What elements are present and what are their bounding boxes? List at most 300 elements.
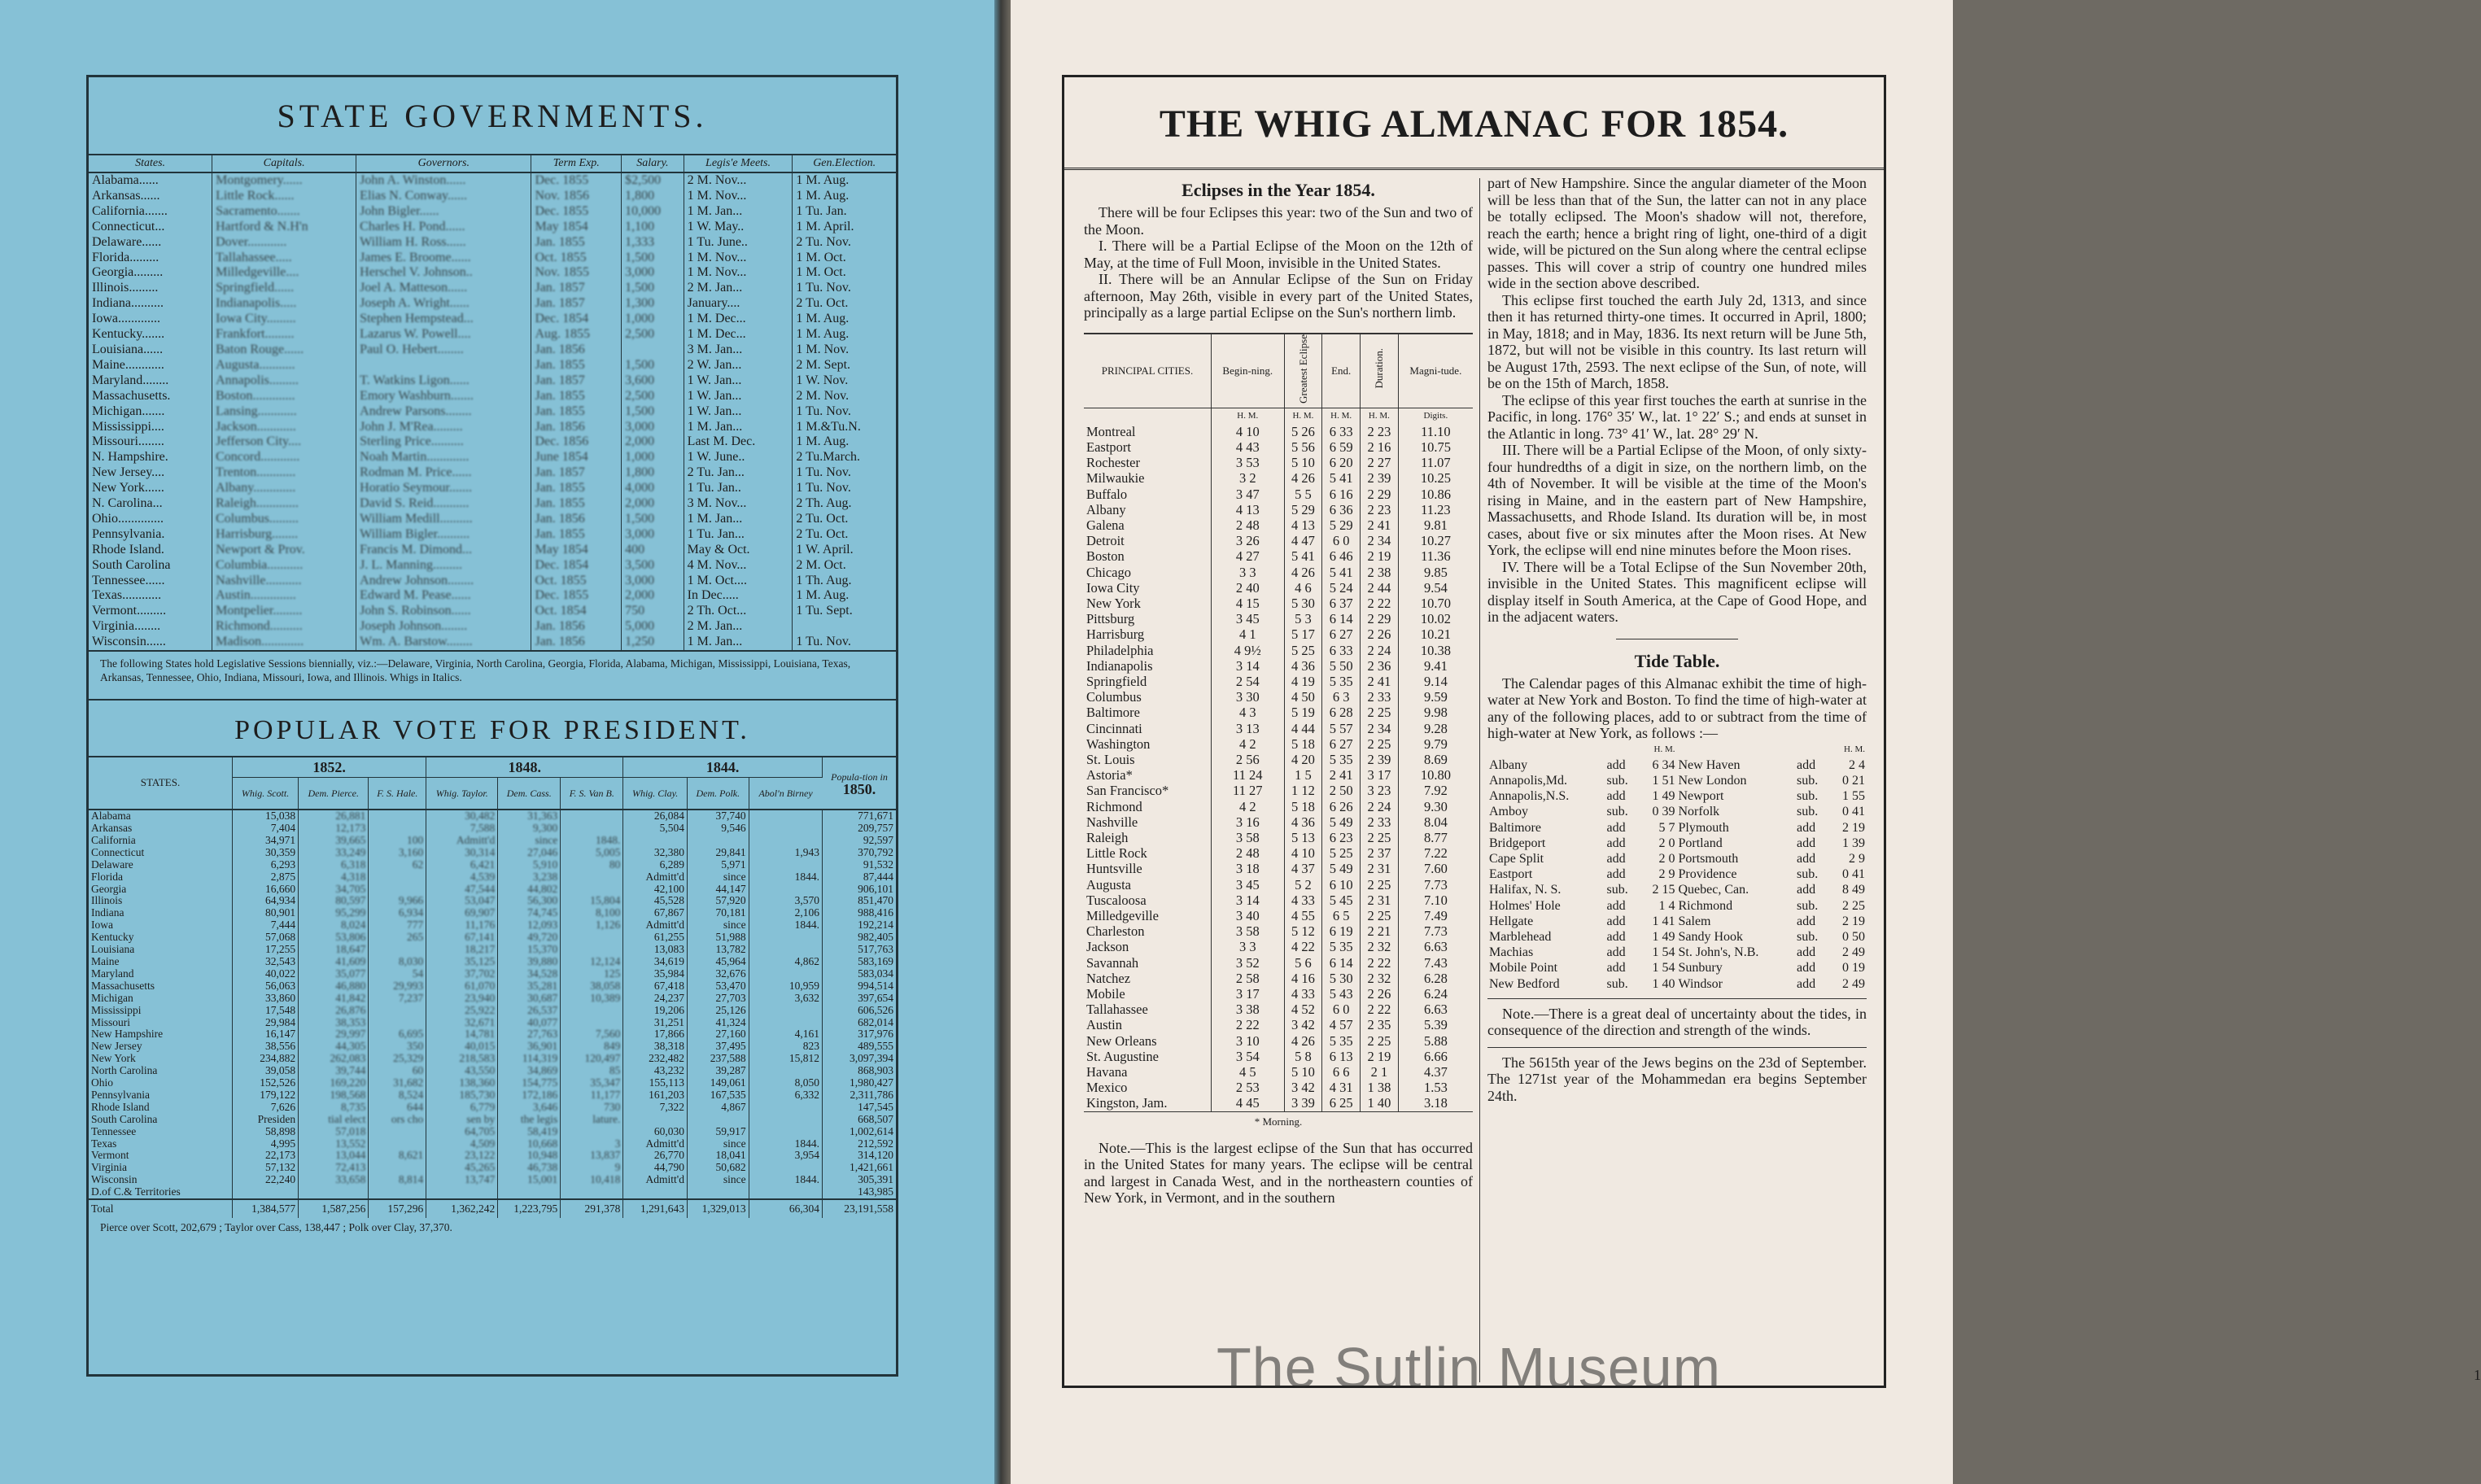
- state-cell: Jan. 1857: [531, 296, 622, 312]
- vote-cell: sen by: [426, 1114, 498, 1126]
- vote-cell: 26,876: [299, 1005, 369, 1017]
- city-cell: 6 3: [1322, 689, 1361, 705]
- vote-cell: 682,014: [858, 1015, 893, 1028]
- city-cell: Charleston: [1084, 923, 1212, 939]
- city-cell: 6 5: [1322, 908, 1361, 923]
- state-row: [89, 558, 896, 574]
- state-row: [89, 512, 896, 527]
- vote-cell: 53,047: [426, 895, 498, 907]
- morning-note: * Morning.: [1084, 1111, 1473, 1140]
- city-cell: 6 27: [1322, 626, 1361, 642]
- city-cell: Tallahassee: [1084, 1002, 1212, 1017]
- state-cell: 4,000: [622, 481, 684, 496]
- state-cell: 2,000: [622, 588, 684, 604]
- vote-cell: Indiana: [89, 907, 233, 919]
- tide-cell: Sunbury: [1678, 961, 1723, 976]
- state-cell: Harrisburg........: [212, 527, 356, 543]
- city-cell: 4 57: [1322, 1017, 1361, 1032]
- vote-cell: 6,934: [369, 907, 426, 919]
- vote-cell: 19,206: [623, 1005, 688, 1017]
- vote-cell: 5,005: [561, 847, 623, 859]
- state-cell: Georgia.........: [89, 265, 212, 281]
- vote-cell: 69,907: [426, 907, 498, 919]
- city-cell: 7.73: [1423, 876, 1448, 893]
- vote-cell: 906,101: [858, 882, 893, 895]
- state-cell: Wisconsin......: [89, 635, 212, 650]
- tide-row: [1487, 757, 1867, 773]
- total-cell: 1,223,795: [498, 1199, 561, 1218]
- city-row: [1084, 939, 1473, 954]
- state-row: [89, 527, 896, 543]
- vote-cell: 41,324: [687, 1017, 749, 1029]
- city-cell: 9.30: [1423, 798, 1448, 814]
- state-cell: Last M. Dec.: [684, 434, 793, 450]
- state-row: [89, 265, 896, 281]
- state-cell: Aug. 1855: [531, 327, 622, 343]
- vote-cell: 23,122: [426, 1150, 498, 1162]
- city-row: [1084, 643, 1473, 658]
- city-cell: 8.77: [1423, 830, 1448, 846]
- popular-vote-year-row: [89, 757, 896, 778]
- city-cell: 5 56: [1284, 439, 1322, 455]
- candidate-header: F. S. Hale.: [369, 778, 426, 810]
- state-cell: New York......: [89, 481, 212, 496]
- city-cell: 5 17: [1284, 626, 1322, 642]
- state-cell: Boston.............: [212, 389, 356, 404]
- city-cell: 9.14: [1423, 673, 1448, 689]
- city-cell: St. Augustine: [1084, 1049, 1212, 1064]
- state-cell: John J. M'Rea.........: [356, 420, 531, 435]
- city-cell: 4 44: [1284, 721, 1322, 736]
- vote-cell: lature.: [561, 1114, 623, 1126]
- city-cell: 2 48: [1212, 517, 1285, 533]
- state-cell: Jan. 1856: [531, 635, 622, 650]
- state-cell: 1,000: [622, 312, 684, 327]
- vote-cell: 232,482: [623, 1053, 688, 1065]
- vote-row: [89, 1138, 896, 1150]
- state-cell: 2 M. Nov...: [684, 172, 793, 189]
- tide-cell: Plymouth: [1678, 820, 1729, 835]
- city-cell: 3 26: [1212, 533, 1285, 548]
- vote-cell: [561, 1005, 623, 1017]
- vote-cell: 4,539: [426, 871, 498, 884]
- vote-cell: [561, 1126, 623, 1138]
- vote-cell: 35,347: [561, 1077, 623, 1089]
- cities-header: PRINCIPAL CITIES.: [1084, 334, 1212, 408]
- vote-cell: since: [687, 871, 749, 884]
- city-cell: 3 14: [1212, 658, 1285, 674]
- state-cell: Maine............: [89, 358, 212, 373]
- vote-cell: [749, 1065, 822, 1077]
- candidate-header: Dem. Pierce.: [299, 778, 369, 810]
- state-cell: California.......: [89, 204, 212, 220]
- city-cell: 2 39: [1361, 470, 1399, 486]
- vote-cell: 10,418: [561, 1174, 623, 1186]
- tide-cell: add: [1796, 914, 1816, 928]
- city-cell: 6 10: [1322, 877, 1361, 893]
- vote-cell: 6,779: [426, 1102, 498, 1114]
- vote-cell: 114,319: [498, 1053, 561, 1065]
- vote-cell: 38,556: [233, 1041, 299, 1053]
- state-cell: Iowa City.........: [212, 312, 356, 327]
- tide-row: [1487, 804, 1867, 819]
- eclipse-cities-table: [1084, 333, 1473, 1111]
- vote-cell: 74,745: [498, 907, 561, 919]
- city-cell: Eastport: [1084, 439, 1212, 455]
- vote-cell: 994,514: [858, 979, 893, 992]
- city-row: [1084, 658, 1473, 674]
- vote-cell: [749, 932, 822, 944]
- city-cell: 4 33: [1284, 893, 1322, 908]
- unit-cell: H. M.: [1284, 408, 1322, 424]
- vote-cell: Admitt'd: [623, 1138, 688, 1150]
- state-cell: Elias N. Conway......: [356, 189, 531, 204]
- vote-cell: 59,917: [687, 1126, 749, 1138]
- vote-cell: 730: [561, 1102, 623, 1114]
- vote-row: [89, 1053, 896, 1065]
- state-cell: Dec. 1854: [531, 558, 622, 574]
- vote-cell: 44,790: [623, 1162, 688, 1174]
- vote-cell: 16,660: [233, 884, 299, 896]
- vote-cell: 262,083: [299, 1053, 369, 1065]
- eclipse-history: This eclipse first touched the earth July 2d, 1313, and since then it has returned thirty-one times. It occurred in April, 1800; in May, 1818; and in May, 1836. Its next return will be June 5th, 1872, but will not be visible in this country. Its last return will be August 17th, 2593. The next eclipse of the Sun, of note, will be on the 15th of March, 1858.: [1487, 291, 1867, 391]
- state-cell: 2,500: [622, 389, 684, 404]
- vote-row: [89, 1065, 896, 1077]
- city-cell: 7.43: [1423, 954, 1448, 971]
- city-cell: 10.21: [1420, 626, 1451, 643]
- vote-cell: 4,995: [233, 1138, 299, 1150]
- city-cell: Columbus: [1084, 689, 1212, 705]
- city-cell: 1 38: [1361, 1080, 1399, 1095]
- city-cell: 2 32: [1361, 939, 1399, 954]
- state-cell: Illinois.........: [89, 281, 212, 296]
- state-cell: Tennessee......: [89, 574, 212, 589]
- city-cell: 6 20: [1322, 455, 1361, 470]
- tide-cell: Marblehead: [1489, 929, 1552, 944]
- sg-column-header: Gen.Election.: [793, 155, 896, 172]
- vote-cell: 305,391: [858, 1173, 893, 1186]
- city-cell: 11.07: [1421, 455, 1451, 471]
- city-cell: 6 33: [1322, 424, 1361, 439]
- state-cell: 1 M. Nov...: [684, 265, 793, 281]
- tide-cell: 2 9: [1849, 851, 1865, 866]
- city-cell: 5 18: [1284, 736, 1322, 752]
- city-cell: 7.49: [1423, 908, 1448, 924]
- vote-cell: 489,555: [858, 1040, 893, 1053]
- city-row: [1084, 596, 1473, 611]
- vote-cell: Presiden: [233, 1114, 299, 1126]
- city-cell: 9.98: [1423, 705, 1448, 721]
- city-cell: 6.24: [1423, 986, 1448, 1002]
- tide-cell: add: [1796, 836, 1816, 850]
- sg-column-header: Governors.: [356, 155, 531, 172]
- vote-cell: 58,419: [498, 1126, 561, 1138]
- city-cell: 5 35: [1322, 1033, 1361, 1049]
- city-row: [1084, 986, 1473, 1002]
- vote-cell: 64,705: [426, 1126, 498, 1138]
- city-cell: 2 22: [1361, 955, 1399, 971]
- vote-cell: Tennessee: [89, 1126, 233, 1138]
- city-cell: Albany: [1084, 502, 1212, 517]
- city-cell: 6 13: [1322, 1049, 1361, 1064]
- city-cell: 2 29: [1361, 611, 1399, 626]
- state-governments-header-row: [89, 155, 896, 172]
- vote-cell: [561, 932, 623, 944]
- tide-cell: 1 49: [1652, 789, 1675, 804]
- vote-cell: Maryland: [89, 968, 233, 980]
- city-cell: 3 18: [1212, 861, 1285, 876]
- tide-row: [1487, 773, 1867, 788]
- state-cell: 5,000: [622, 619, 684, 635]
- vote-cell: 58,898: [233, 1126, 299, 1138]
- tide-cell: add: [1606, 757, 1626, 772]
- city-cell: 2 32: [1361, 971, 1399, 986]
- vote-cell: 67,418: [623, 980, 688, 993]
- city-cell: 11 24: [1212, 767, 1285, 783]
- vote-cell: South Carolina: [89, 1114, 233, 1126]
- vote-cell: [369, 1162, 426, 1174]
- vote-cell: 6,332: [749, 1089, 822, 1102]
- vote-cell: Florida: [89, 871, 233, 884]
- state-cell: January....: [684, 296, 793, 312]
- vote-cell: 350: [369, 1041, 426, 1053]
- city-cell: Rochester: [1084, 455, 1212, 470]
- tide-cell: 2 15: [1652, 883, 1675, 897]
- city-cell: 1 40: [1361, 1095, 1399, 1111]
- city-cell: Mobile: [1084, 986, 1212, 1002]
- vote-cell: 3,160: [369, 847, 426, 859]
- eclipse-continued: part of New Hampshire. Since the angular diameter of the Moon will be less than that of the Sun, the latter can not in any place be totally eclipsed. The Moon's shadow will not, therefore, reach the earth; hence a bright ring of light, one-third of a digit wide, will be pictured on the Sun along where the central eclipse passes. This will cover a strip of country one hundred miles wide in the section above described.: [1487, 175, 1867, 291]
- city-row: [1084, 517, 1473, 533]
- tide-cell: Halifax, N. S.: [1489, 883, 1562, 897]
- vote-cell: 40,022: [233, 968, 299, 980]
- city-row: [1084, 814, 1473, 830]
- vote-cell: 154,775: [498, 1077, 561, 1089]
- city-cell: 9.28: [1423, 720, 1448, 736]
- vote-cell: 23,940: [426, 993, 498, 1005]
- state-cell: 400: [622, 543, 684, 558]
- tide-cell: add: [1606, 867, 1626, 882]
- city-cell: 5 50: [1322, 658, 1361, 674]
- state-row: [89, 327, 896, 343]
- city-cell: 2 26: [1361, 626, 1399, 642]
- vote-row: [89, 895, 896, 907]
- vote-cell: 43,550: [426, 1065, 498, 1077]
- state-cell: 2 W. Jan...: [684, 358, 793, 373]
- vote-cell: Vermont: [89, 1150, 233, 1162]
- city-cell: 4 36: [1284, 658, 1322, 674]
- city-cell: Boston: [1084, 548, 1212, 564]
- city-cell: Galena: [1084, 517, 1212, 533]
- state-cell: Jan. 1855: [531, 496, 622, 512]
- vote-cell: 125: [561, 968, 623, 980]
- vote-cell: 3,570: [749, 895, 822, 907]
- state-cell: Jefferson City....: [212, 434, 356, 450]
- tide-cell: 1 55: [1842, 789, 1865, 804]
- candidate-header: Whig. Taylor.: [426, 778, 498, 810]
- city-row: [1084, 674, 1473, 689]
- vote-cell: 31,251: [623, 1017, 688, 1029]
- vote-cell: 35,077: [299, 968, 369, 980]
- state-cell: Jackson............: [212, 420, 356, 435]
- state-cell: 2 Tu. Oct.: [796, 526, 849, 541]
- tide-cell: 1 40: [1652, 976, 1675, 991]
- vote-row: [89, 1162, 896, 1174]
- vote-cell: [749, 1162, 822, 1174]
- eclipses-heading: Eclipses in the Year 1854.: [1182, 180, 1375, 200]
- vote-cell: Connecticut: [89, 847, 233, 859]
- vote-row: [89, 956, 896, 968]
- city-cell: 4 47: [1284, 533, 1322, 548]
- tide-cell: 1 39: [1842, 836, 1865, 850]
- vote-cell: the legis: [498, 1114, 561, 1126]
- city-cell: 5 3: [1284, 611, 1322, 626]
- state-cell: John Bigler......: [356, 204, 531, 220]
- vote-cell: 15,812: [749, 1053, 822, 1065]
- vote-cell: 9,966: [369, 895, 426, 907]
- tide-cell: Providence: [1678, 867, 1737, 882]
- city-cell: 11 27: [1212, 783, 1285, 798]
- city-cell: 5 25: [1284, 643, 1322, 658]
- state-cell: 1 M. Aug.: [796, 188, 850, 203]
- state-cell: Joseph A. Wright......: [356, 296, 531, 312]
- city-cell: 2 41: [1361, 674, 1399, 689]
- vote-cell: Rhode Island: [89, 1102, 233, 1114]
- state-cell: Trenton............: [212, 465, 356, 481]
- tide-cell: sub.: [1606, 805, 1628, 819]
- tide-row: [1487, 898, 1867, 914]
- vote-cell: [369, 944, 426, 956]
- vote-cell: 29,984: [233, 1017, 299, 1029]
- city-cell: 4 52: [1284, 1002, 1322, 1017]
- city-cell: 2 36: [1361, 658, 1399, 674]
- total-cell: 23,191,558: [823, 1199, 897, 1218]
- city-cell: 5 35: [1322, 752, 1361, 767]
- state-cell: Columbia...........: [212, 558, 356, 574]
- state-cell: 3,000: [622, 527, 684, 543]
- tide-cell: 0 39: [1652, 805, 1675, 819]
- state-cell: [793, 619, 896, 635]
- city-row: [1084, 908, 1473, 923]
- city-cell: Richmond: [1084, 799, 1212, 814]
- city-row: [1084, 439, 1473, 455]
- state-row: [89, 420, 896, 435]
- city-cell: 6.63: [1423, 939, 1448, 955]
- city-cell: 4 5: [1212, 1064, 1285, 1080]
- vote-cell: 47,544: [426, 884, 498, 896]
- city-row: [1084, 736, 1473, 752]
- state-cell: 3 M. Nov...: [684, 496, 793, 512]
- city-cell: 4 27: [1212, 548, 1285, 564]
- vote-row: [89, 1114, 896, 1126]
- vote-cell: 777: [369, 919, 426, 932]
- state-cell: Little Rock......: [212, 189, 356, 204]
- city-cell: Detroit: [1084, 533, 1212, 548]
- vote-row: [89, 1028, 896, 1041]
- city-cell: 1.53: [1423, 1080, 1448, 1096]
- tide-heading: Tide Table.: [1634, 650, 1720, 671]
- state-cell: 1 M. Jan...: [684, 635, 793, 650]
- city-cell: 5 6: [1284, 955, 1322, 971]
- state-cell: New Jersey....: [89, 465, 212, 481]
- city-cell: Huntsville: [1084, 861, 1212, 876]
- vote-row: [89, 847, 896, 859]
- unit-cell: H. M.: [1212, 408, 1285, 424]
- city-cell: St. Louis: [1084, 752, 1212, 767]
- state-cell: Horatio Seymour.......: [356, 481, 531, 496]
- vote-cell: 4,862: [749, 956, 822, 968]
- city-cell: 3 16: [1212, 814, 1285, 830]
- state-cell: Stephen Hempstead...: [356, 312, 531, 327]
- vote-cell: Delaware: [89, 859, 233, 871]
- vote-cell: 38,353: [299, 1017, 369, 1029]
- state-cell: Joel A. Matteson......: [356, 281, 531, 296]
- vote-cell: 5,910: [498, 859, 561, 871]
- city-row: [1084, 705, 1473, 720]
- city-cell: 3 23: [1361, 783, 1399, 798]
- state-cell: 4 M. Nov...: [684, 558, 793, 574]
- state-cell: Michigan.......: [89, 404, 212, 420]
- vote-row: [89, 884, 896, 896]
- state-cell: Arkansas......: [89, 189, 212, 204]
- vote-cell: [233, 1186, 299, 1199]
- vote-cell: 60,030: [623, 1126, 688, 1138]
- tide-table: [1487, 742, 1867, 992]
- tide-row: [1487, 882, 1867, 897]
- tide-row: [1487, 866, 1867, 882]
- vote-cell: 185,730: [426, 1089, 498, 1102]
- city-row: [1084, 502, 1473, 517]
- vote-row: [89, 1186, 896, 1199]
- city-cell: 3.18: [1423, 1095, 1448, 1111]
- tide-cell: add: [1606, 820, 1626, 835]
- tide-cell: Annapolis,N.S.: [1489, 789, 1570, 804]
- vote-cell: 34,705: [299, 884, 369, 896]
- greatest-label: Greatest Eclipse: [1296, 334, 1309, 404]
- tide-cell: sub.: [1606, 773, 1628, 788]
- state-row: [89, 604, 896, 619]
- vote-cell: tial elect: [299, 1114, 369, 1126]
- vote-cell: 80: [561, 859, 623, 871]
- vote-cell: Maine: [89, 956, 233, 968]
- vote-cell: 22,173: [233, 1150, 299, 1162]
- tide-cell: 2 49: [1842, 945, 1865, 960]
- vote-cell: 32,676: [687, 968, 749, 980]
- vote-cell: [369, 810, 426, 823]
- city-row: [1084, 470, 1473, 486]
- tide-unit-left: H. M.: [1653, 744, 1675, 754]
- state-cell: 1 M. Aug.: [796, 327, 850, 342]
- vote-cell: 8,524: [369, 1089, 426, 1102]
- state-cell: Delaware......: [89, 235, 212, 251]
- total-cell: 157,296: [369, 1199, 426, 1218]
- state-cell: $2,500: [622, 172, 684, 189]
- city-cell: 4 13: [1212, 502, 1285, 517]
- city-cell: 2 25: [1361, 877, 1399, 893]
- city-cell: 3 10: [1212, 1033, 1285, 1049]
- state-cell: 10,000: [622, 204, 684, 220]
- column-divider: [1479, 178, 1480, 1382]
- state-cell: Francis M. Dimond...: [356, 543, 531, 558]
- tide-cell: 1 54: [1652, 961, 1675, 976]
- vote-total-row: [89, 1199, 896, 1218]
- plurality-footer: Pierce over Scott, 202,679 ; Taylor over Cass, 138,447 ; Polk over Clay, 37,370.: [100, 1221, 452, 1234]
- vote-cell: Pennsylvania: [89, 1089, 233, 1102]
- vote-row: [89, 1174, 896, 1186]
- tide-row: [1487, 820, 1867, 836]
- state-cell: Annapolis.........: [212, 373, 356, 389]
- city-cell: 5 41: [1322, 565, 1361, 580]
